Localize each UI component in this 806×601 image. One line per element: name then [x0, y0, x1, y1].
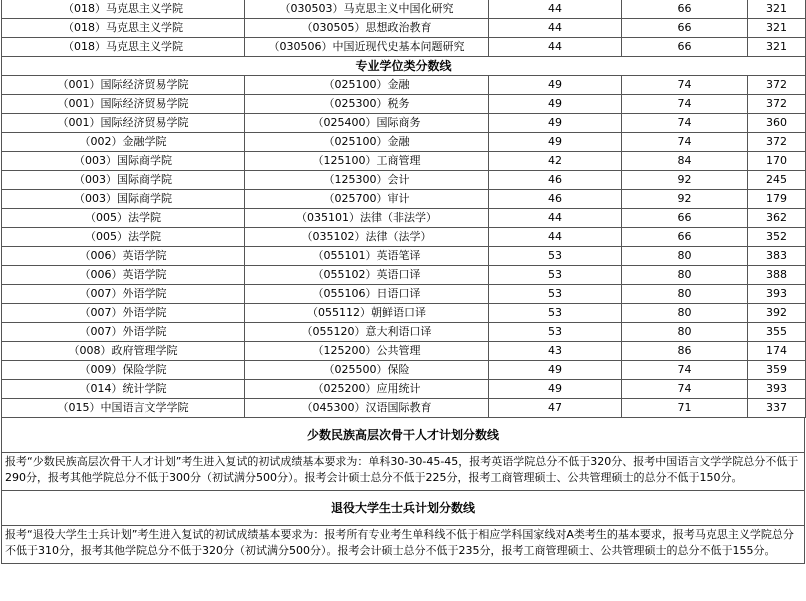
other-subject-score-cell: 74: [622, 380, 748, 399]
other-subject-score-cell: 74: [622, 76, 748, 95]
major-cell: （025300）税务: [245, 95, 489, 114]
college-cell: （006）英语学院: [2, 247, 245, 266]
single-subject-score-cell: 53: [489, 285, 622, 304]
total-score-cell: 355: [748, 323, 806, 342]
college-cell: （001）国际经济贸易学院: [2, 95, 245, 114]
major-cell: （025200）应用统计: [245, 380, 489, 399]
major-cell: （055112）朝鲜语口译: [245, 304, 489, 323]
other-subject-score-cell: 74: [622, 95, 748, 114]
college-cell: （003）国际商学院: [2, 190, 245, 209]
total-score-cell: 362: [748, 209, 806, 228]
major-cell: （125200）公共管理: [245, 342, 489, 361]
college-cell: （007）外语学院: [2, 323, 245, 342]
single-subject-score-cell: 44: [489, 38, 622, 57]
other-subject-score-cell: 80: [622, 247, 748, 266]
single-subject-score-cell: 47: [489, 399, 622, 418]
total-score-cell: 372: [748, 95, 806, 114]
table-row: [2, 152, 806, 171]
other-subject-score-cell: 66: [622, 0, 748, 19]
single-subject-score-cell: 49: [489, 114, 622, 133]
total-score-cell: 321: [748, 38, 806, 57]
major-cell: （025400）国际商务: [245, 114, 489, 133]
table-row: [2, 247, 806, 266]
major-cell: （045300）汉语国际教育: [245, 399, 489, 418]
other-subject-score-cell: 80: [622, 304, 748, 323]
major-cell: （030503）马克思主义中国化研究: [245, 0, 489, 19]
major-cell: （035101）法律（非法学）: [245, 209, 489, 228]
single-subject-score-cell: 44: [489, 0, 622, 19]
college-cell: （003）国际商学院: [2, 171, 245, 190]
single-subject-score-cell: 44: [489, 209, 622, 228]
section-row: [2, 57, 806, 76]
major-cell: （055102）英语口译: [245, 266, 489, 285]
table-row: [2, 342, 806, 361]
major-cell: （030506）中国近现代史基本问题研究: [245, 38, 489, 57]
major-cell: （055101）英语笔译: [245, 247, 489, 266]
other-subject-score-cell: 84: [622, 152, 748, 171]
single-subject-score-cell: 44: [489, 19, 622, 38]
veteran-plan-block: [1, 491, 805, 564]
major-cell: （035102）法律（法学）: [245, 228, 489, 247]
college-cell: （008）政府管理学院: [2, 342, 245, 361]
total-score-cell: 174: [748, 342, 806, 361]
minority-plan-block: [1, 418, 805, 491]
table-row: [2, 76, 806, 95]
table-row: [2, 171, 806, 190]
minority-plan-title: 少数民族高层次骨干人才计划分数线: [2, 418, 804, 453]
total-score-cell: 170: [748, 152, 806, 171]
total-score-cell: 383: [748, 247, 806, 266]
other-subject-score-cell: 80: [622, 323, 748, 342]
other-subject-score-cell: 66: [622, 209, 748, 228]
college-cell: （001）国际经济贸易学院: [2, 76, 245, 95]
other-subject-score-cell: 66: [622, 19, 748, 38]
single-subject-score-cell: 49: [489, 95, 622, 114]
single-subject-score-cell: 53: [489, 247, 622, 266]
major-cell: （055106）日语口译: [245, 285, 489, 304]
table-row: [2, 38, 806, 57]
major-cell: （025100）金融: [245, 133, 489, 152]
college-cell: （007）外语学院: [2, 285, 245, 304]
other-subject-score-cell: 80: [622, 285, 748, 304]
table-row: [2, 323, 806, 342]
single-subject-score-cell: 43: [489, 342, 622, 361]
single-subject-score-cell: 49: [489, 76, 622, 95]
college-cell: （018）马克思主义学院: [2, 19, 245, 38]
section-professional-title: 专业学位类分数线: [2, 57, 806, 76]
table-row: [2, 361, 806, 380]
total-score-cell: 392: [748, 304, 806, 323]
single-subject-score-cell: 42: [489, 152, 622, 171]
total-score-cell: 245: [748, 171, 806, 190]
academic-rows: [2, 0, 806, 57]
major-cell: （030505）思想政治教育: [245, 19, 489, 38]
score-table: [1, 0, 806, 418]
total-score-cell: 179: [748, 190, 806, 209]
single-subject-score-cell: 53: [489, 323, 622, 342]
other-subject-score-cell: 74: [622, 133, 748, 152]
table-row: [2, 114, 806, 133]
total-score-cell: 321: [748, 0, 806, 19]
college-cell: （007）外语学院: [2, 304, 245, 323]
college-cell: （001）国际经济贸易学院: [2, 114, 245, 133]
college-cell: （002）金融学院: [2, 133, 245, 152]
table-row: [2, 399, 806, 418]
single-subject-score-cell: 49: [489, 361, 622, 380]
college-cell: （018）马克思主义学院: [2, 0, 245, 19]
other-subject-score-cell: 74: [622, 361, 748, 380]
total-score-cell: 359: [748, 361, 806, 380]
college-cell: （018）马克思主义学院: [2, 38, 245, 57]
other-subject-score-cell: 92: [622, 190, 748, 209]
single-subject-score-cell: 53: [489, 304, 622, 323]
total-score-cell: 393: [748, 285, 806, 304]
table-row: [2, 95, 806, 114]
major-cell: （025700）审计: [245, 190, 489, 209]
total-score-cell: 321: [748, 19, 806, 38]
single-subject-score-cell: 49: [489, 380, 622, 399]
major-cell: （025500）保险: [245, 361, 489, 380]
total-score-cell: 372: [748, 76, 806, 95]
single-subject-score-cell: 53: [489, 266, 622, 285]
total-score-cell: 372: [748, 133, 806, 152]
table-row: [2, 209, 806, 228]
table-row: [2, 380, 806, 399]
major-cell: （125100）工商管理: [245, 152, 489, 171]
single-subject-score-cell: 46: [489, 190, 622, 209]
other-subject-score-cell: 71: [622, 399, 748, 418]
table-row: [2, 190, 806, 209]
college-cell: （006）英语学院: [2, 266, 245, 285]
college-cell: （003）国际商学院: [2, 152, 245, 171]
total-score-cell: 393: [748, 380, 806, 399]
table-row: [2, 0, 806, 19]
other-subject-score-cell: 80: [622, 266, 748, 285]
professional-rows: [2, 76, 806, 418]
total-score-cell: 352: [748, 228, 806, 247]
table-row: [2, 266, 806, 285]
other-subject-score-cell: 74: [622, 114, 748, 133]
table-row: [2, 133, 806, 152]
other-subject-score-cell: 86: [622, 342, 748, 361]
college-cell: （014）统计学院: [2, 380, 245, 399]
major-cell: （055120）意大利语口译: [245, 323, 489, 342]
major-cell: （025100）金融: [245, 76, 489, 95]
table-row: [2, 228, 806, 247]
major-cell: （125300）会计: [245, 171, 489, 190]
single-subject-score-cell: 49: [489, 133, 622, 152]
veteran-plan-title: 退役大学生士兵计划分数线: [2, 491, 804, 526]
other-subject-score-cell: 66: [622, 228, 748, 247]
other-subject-score-cell: 66: [622, 38, 748, 57]
college-cell: （009）保险学院: [2, 361, 245, 380]
veteran-plan-text: 报考“退役大学生士兵计划”考生进入复试的初试成绩基本要求为：报考所有专业考生单科线不低于相应学科国家线对A类考生的基本要求，报考马克思主义学院总分不低于310分，报考其他学院总分不低于320分（初试满分500分）。报考会计硕士总分不低于235分，报考工商管理硕士、公共管理硕士的总分不低于155分。: [5, 528, 794, 557]
table-row: [2, 19, 806, 38]
table-row: [2, 285, 806, 304]
single-subject-score-cell: 44: [489, 228, 622, 247]
total-score-cell: 388: [748, 266, 806, 285]
table-row: [2, 304, 806, 323]
single-subject-score-cell: 46: [489, 171, 622, 190]
total-score-cell: 337: [748, 399, 806, 418]
college-cell: （005）法学院: [2, 228, 245, 247]
minority-plan-text: 报考“少数民族高层次骨干人才计划”考生进入复试的初试成绩基本要求为：单科30-30-45-45，报考英语学院总分不低于320分、报考中国语言文学学院总分不低于290分，报考其他学院总分不低于300分（初试满分500分）。报考会计硕士总分不低于225分，报考工商管理硕士、公共管理硕士的总分不低于150分。: [5, 455, 799, 484]
college-cell: （015）中国语言文学学院: [2, 399, 245, 418]
total-score-cell: 360: [748, 114, 806, 133]
college-cell: （005）法学院: [2, 209, 245, 228]
other-subject-score-cell: 92: [622, 171, 748, 190]
